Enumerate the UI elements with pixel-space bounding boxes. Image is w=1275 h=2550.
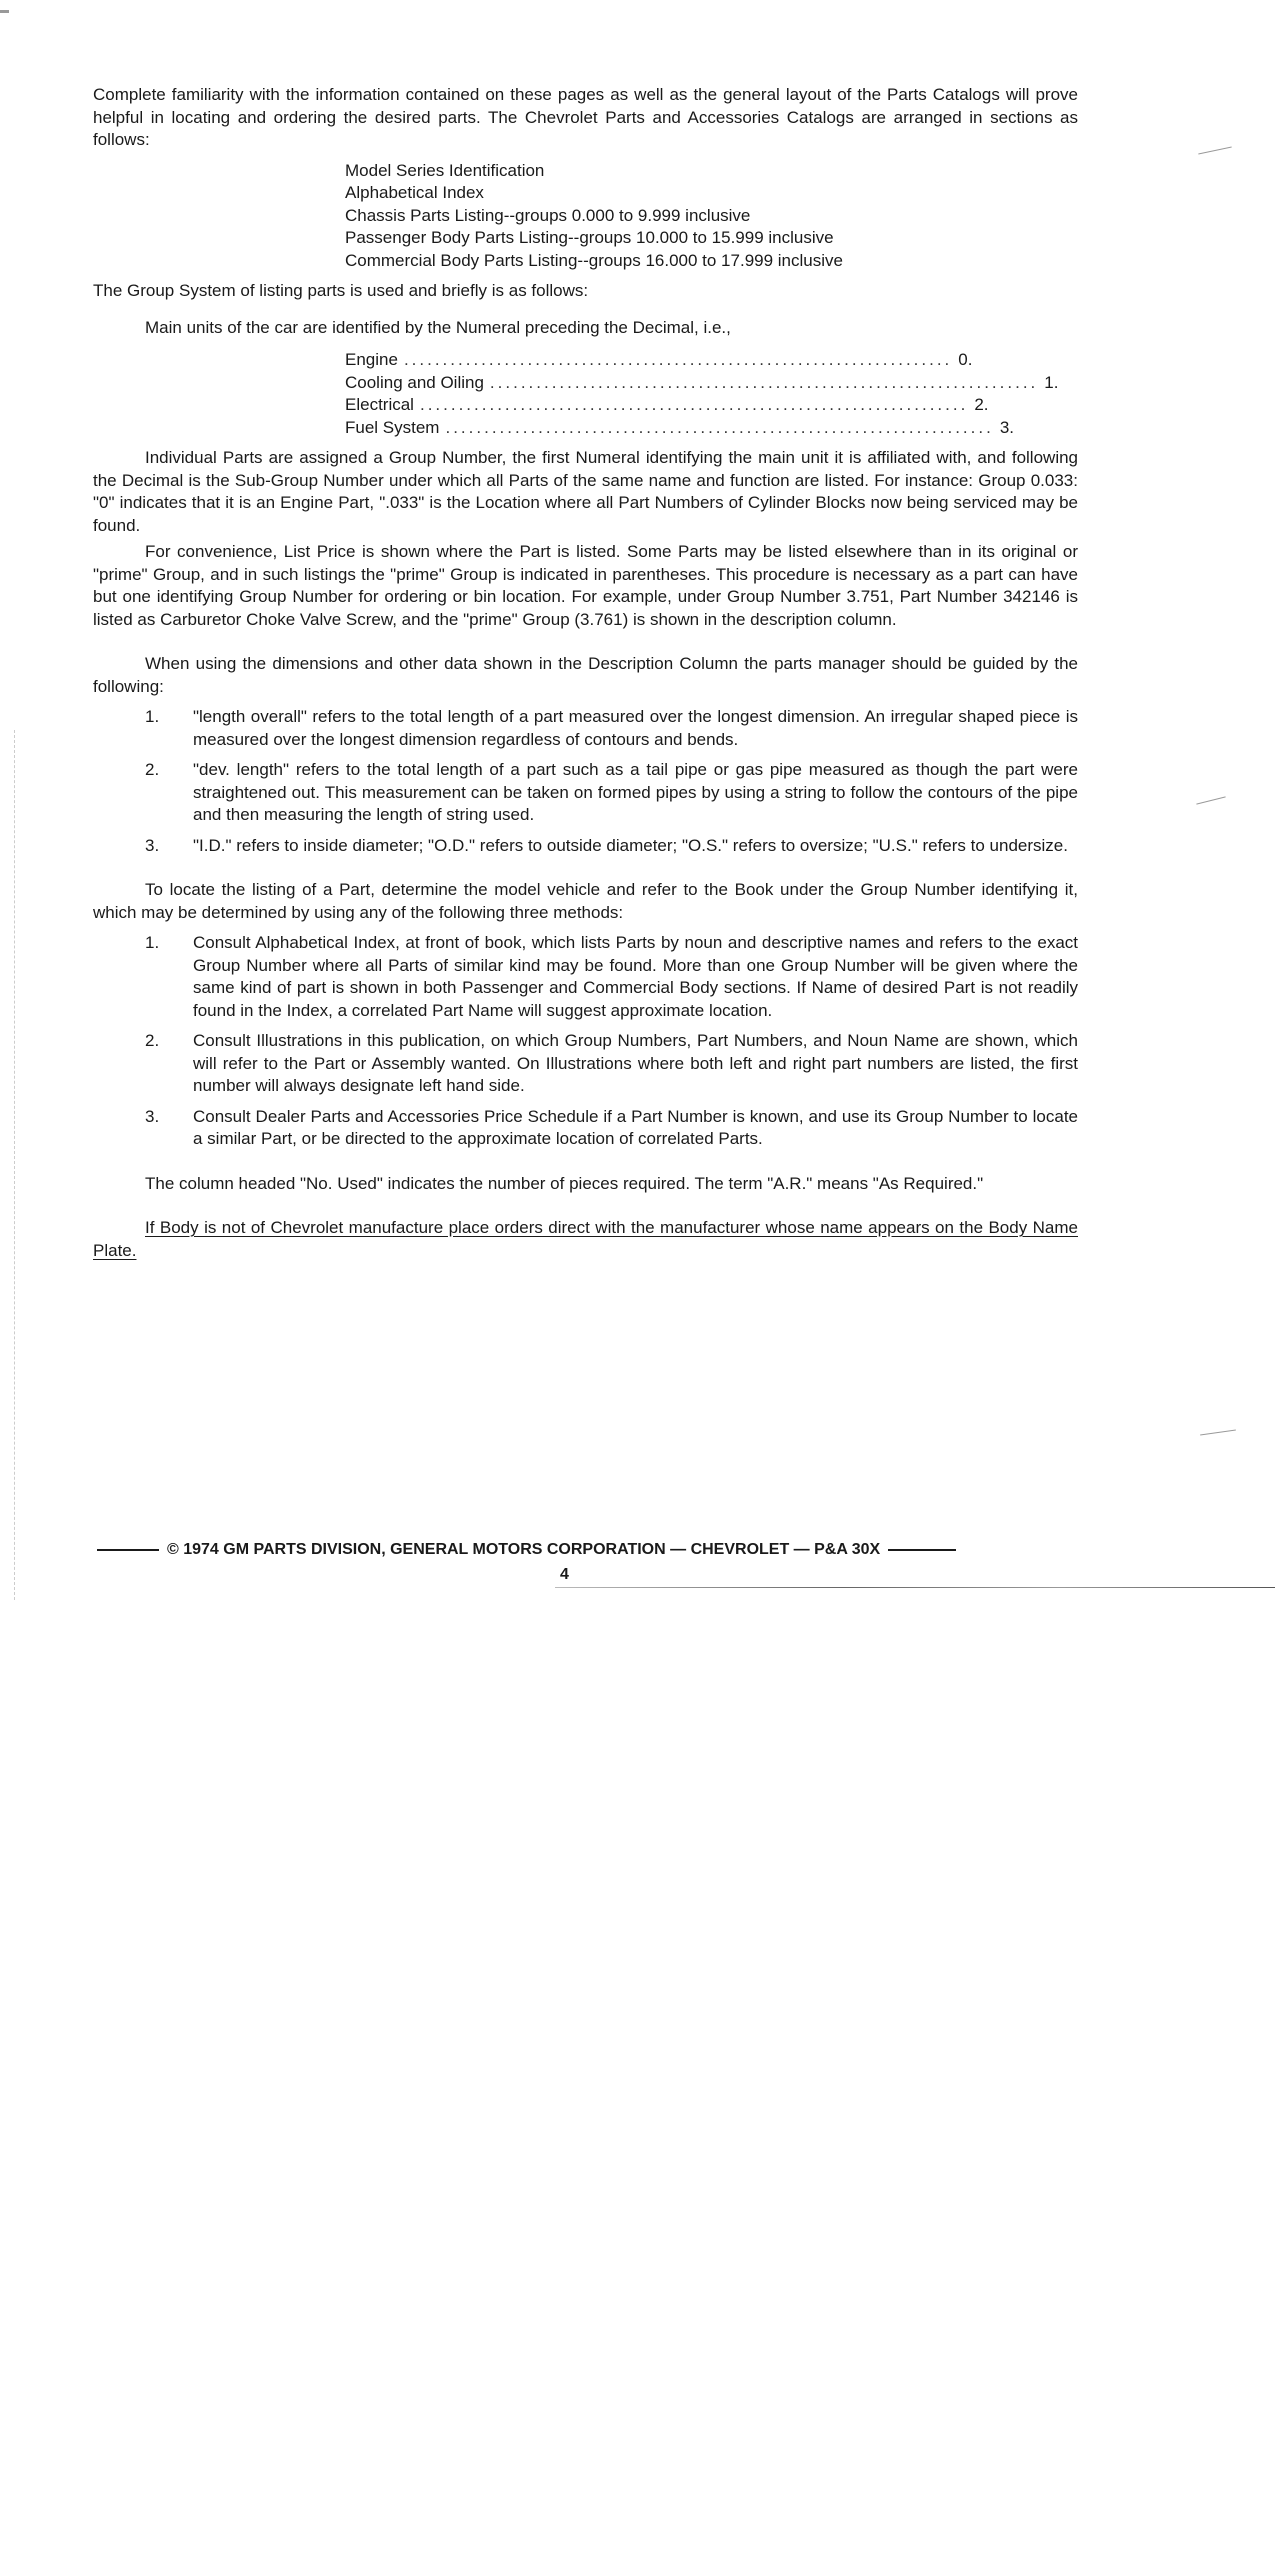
- scan-artifact: [1198, 146, 1231, 154]
- body-manufacturer-note: If Body is not of Chevrolet manufacture place orders direct with the manufacturer whose name appears on the Body Name Plate.: [93, 1218, 1078, 1260]
- unit-name: Electrical: [345, 395, 414, 414]
- scan-edge-mark: [14, 730, 16, 1600]
- section-item: Chassis Parts Listing--groups 0.000 to 9.999 inclusive: [345, 205, 751, 225]
- unit-number: 0.: [958, 350, 973, 369]
- item-text: "I.D." refers to inside diameter; "O.D." refers to outside diameter; "O.S." refers to oversize; "U.S." refers to undersize.: [193, 835, 1068, 855]
- section-item: Alphabetical Index: [345, 183, 484, 202]
- unit-name: Cooling and Oiling: [345, 372, 484, 392]
- section-item: Model Series Identification: [345, 160, 545, 180]
- section-item: Commercial Body Parts Listing--groups 16.000 to 17.999 inclusive: [345, 250, 843, 270]
- scan-artifact: [1196, 796, 1225, 804]
- scan-artifact: [1200, 1429, 1236, 1435]
- catalog-sections-list: [345, 160, 1078, 273]
- dimensions-paragraph: When using the dimensions and other data shown in the Description Column the parts manager should be guided by the following:: [93, 654, 1078, 696]
- list-price-paragraph: For convenience, List Price is shown where the Part is listed. Some Parts may be listed elsewhere than in its original or "prime" Group, and in such listings the "prime" Group is indicated in parentheses. This procedure is necessary as a part can have but one identifying Group Number for ordering or bin location. For example, under Group Number 3.751, Part Number 342146 is listed as Carburetor Choke Valve Screw, and the "prime" Group (3.761) is shown in the description column.: [93, 542, 1078, 629]
- item-text: "dev. length" refers to the total length of a part such as a tail pipe or gas pipe measured as though the part were straightened out. This measurement can be taken on formed pipes by using a string to follow the contours of the pipe and then measuring the length of string used.: [193, 760, 1078, 824]
- unit-number: 2.: [974, 395, 989, 414]
- unit-row: [345, 417, 1015, 440]
- unit-number: 3.: [999, 417, 1015, 437]
- unit-row: [345, 372, 1059, 395]
- dot-leader: .......................................................................: [445, 417, 994, 437]
- main-units-list: [345, 349, 1059, 439]
- footer-rule: [888, 1549, 956, 1551]
- list-item: [93, 1106, 1078, 1151]
- list-item: [93, 1030, 1078, 1098]
- footer-rule: [97, 1549, 159, 1551]
- unit-name: Engine: [345, 350, 398, 369]
- locate-paragraph: To locate the listing of a Part, determine the model vehicle and refer to the Book under the Group Number identifying it, which may be determined by using any of the following three methods:: [93, 880, 1078, 922]
- scan-artifact-line: [555, 1587, 1275, 1588]
- unit-row: [345, 349, 973, 372]
- section-item: Passenger Body Parts Listing--groups 10.000 to 15.999 inclusive: [345, 228, 834, 247]
- unit-name: Fuel System: [345, 417, 440, 437]
- unit-number: 1.: [1044, 372, 1059, 392]
- no-used-paragraph: The column headed "No. Used" indicates the number of pieces required. The term "A.R." means "As Required.": [145, 1173, 984, 1193]
- page-number: 4: [560, 1566, 569, 1583]
- unit-row: [345, 394, 989, 417]
- item-text: Consult Illustrations in this publication, on which Group Numbers, Part Numbers, and Noun Name are shown, which will refer to the Part or Assembly wanted. On Illustrations where both left and right part numbers are listed, the first number will always designate left hand side.: [193, 1031, 1078, 1095]
- list-item: [93, 835, 1078, 858]
- list-item: [93, 706, 1078, 751]
- list-item: [93, 759, 1078, 827]
- dot-leader: .......................................................................: [419, 395, 969, 414]
- item-number: 3.: [145, 835, 160, 855]
- item-number: 1.: [145, 933, 160, 952]
- dot-leader: .......................................................................: [489, 372, 1039, 392]
- group-number-paragraph: Individual Parts are assigned a Group Number, the first Numeral identifying the main unit it is affiliated with, and following the Decimal is the Sub-Group Number under which all Parts of the same name and function are listed. For instance: Group 0.033: "0" indicates that it is an Engine Part, ".033" is the Location where all Part Numbers of Cylinder Blocks now being serviced may be found.: [93, 448, 1078, 535]
- group-system-paragraph: The Group System of listing parts is used and briefly is as follows:: [93, 281, 589, 300]
- item-text: Consult Dealer Parts and Accessories Price Schedule if a Part Number is known, and use its Group Number to locate a similar Part, or be directed to the approximate location of correlated Parts.: [193, 1106, 1078, 1148]
- item-text: "length overall" refers to the total length of a part measured over the longest dimension. An irregular shaped piece is measured over the longest dimension regardless of contours and bends.: [193, 707, 1078, 749]
- copyright-footer: [97, 1541, 1037, 1559]
- item-text: Consult Alphabetical Index, at front of book, which lists Parts by noun and descriptive names and refers to the exact Group Number where all Parts of similar kind may be found. More than one Group Number will be given where the same kind of part is shown in both Passenger and Commercial Body sections. If Name of desired Part is not readily found in the Index, a correlated Part Name will suggest approximate location.: [193, 933, 1078, 1020]
- document-body: [93, 84, 1078, 1262]
- dimension-list: [93, 706, 1078, 857]
- item-number: 3.: [145, 1106, 160, 1126]
- main-units-intro: Main units of the car are identified by the Numeral preceding the Decimal, i.e.,: [145, 317, 731, 337]
- scan-artifact: [0, 10, 9, 13]
- item-number: 2.: [145, 1031, 160, 1050]
- methods-list: [93, 932, 1078, 1151]
- list-item: [93, 932, 1078, 1022]
- item-number: 2.: [145, 760, 160, 779]
- item-number: 1.: [145, 707, 160, 726]
- intro-paragraph: Complete familiarity with the information contained on these pages as well as the general layout of the Parts Catalogs will prove helpful in locating and ordering the desired parts. The Chevrolet Parts and Accessories Catalogs are arranged in sections as follows:: [93, 85, 1078, 149]
- dot-leader: .......................................................................: [403, 350, 953, 369]
- copyright-text: © 1974 GM PARTS DIVISION, GENERAL MOTORS CORPORATION — CHEVROLET — P&A 30X: [167, 1541, 881, 1558]
